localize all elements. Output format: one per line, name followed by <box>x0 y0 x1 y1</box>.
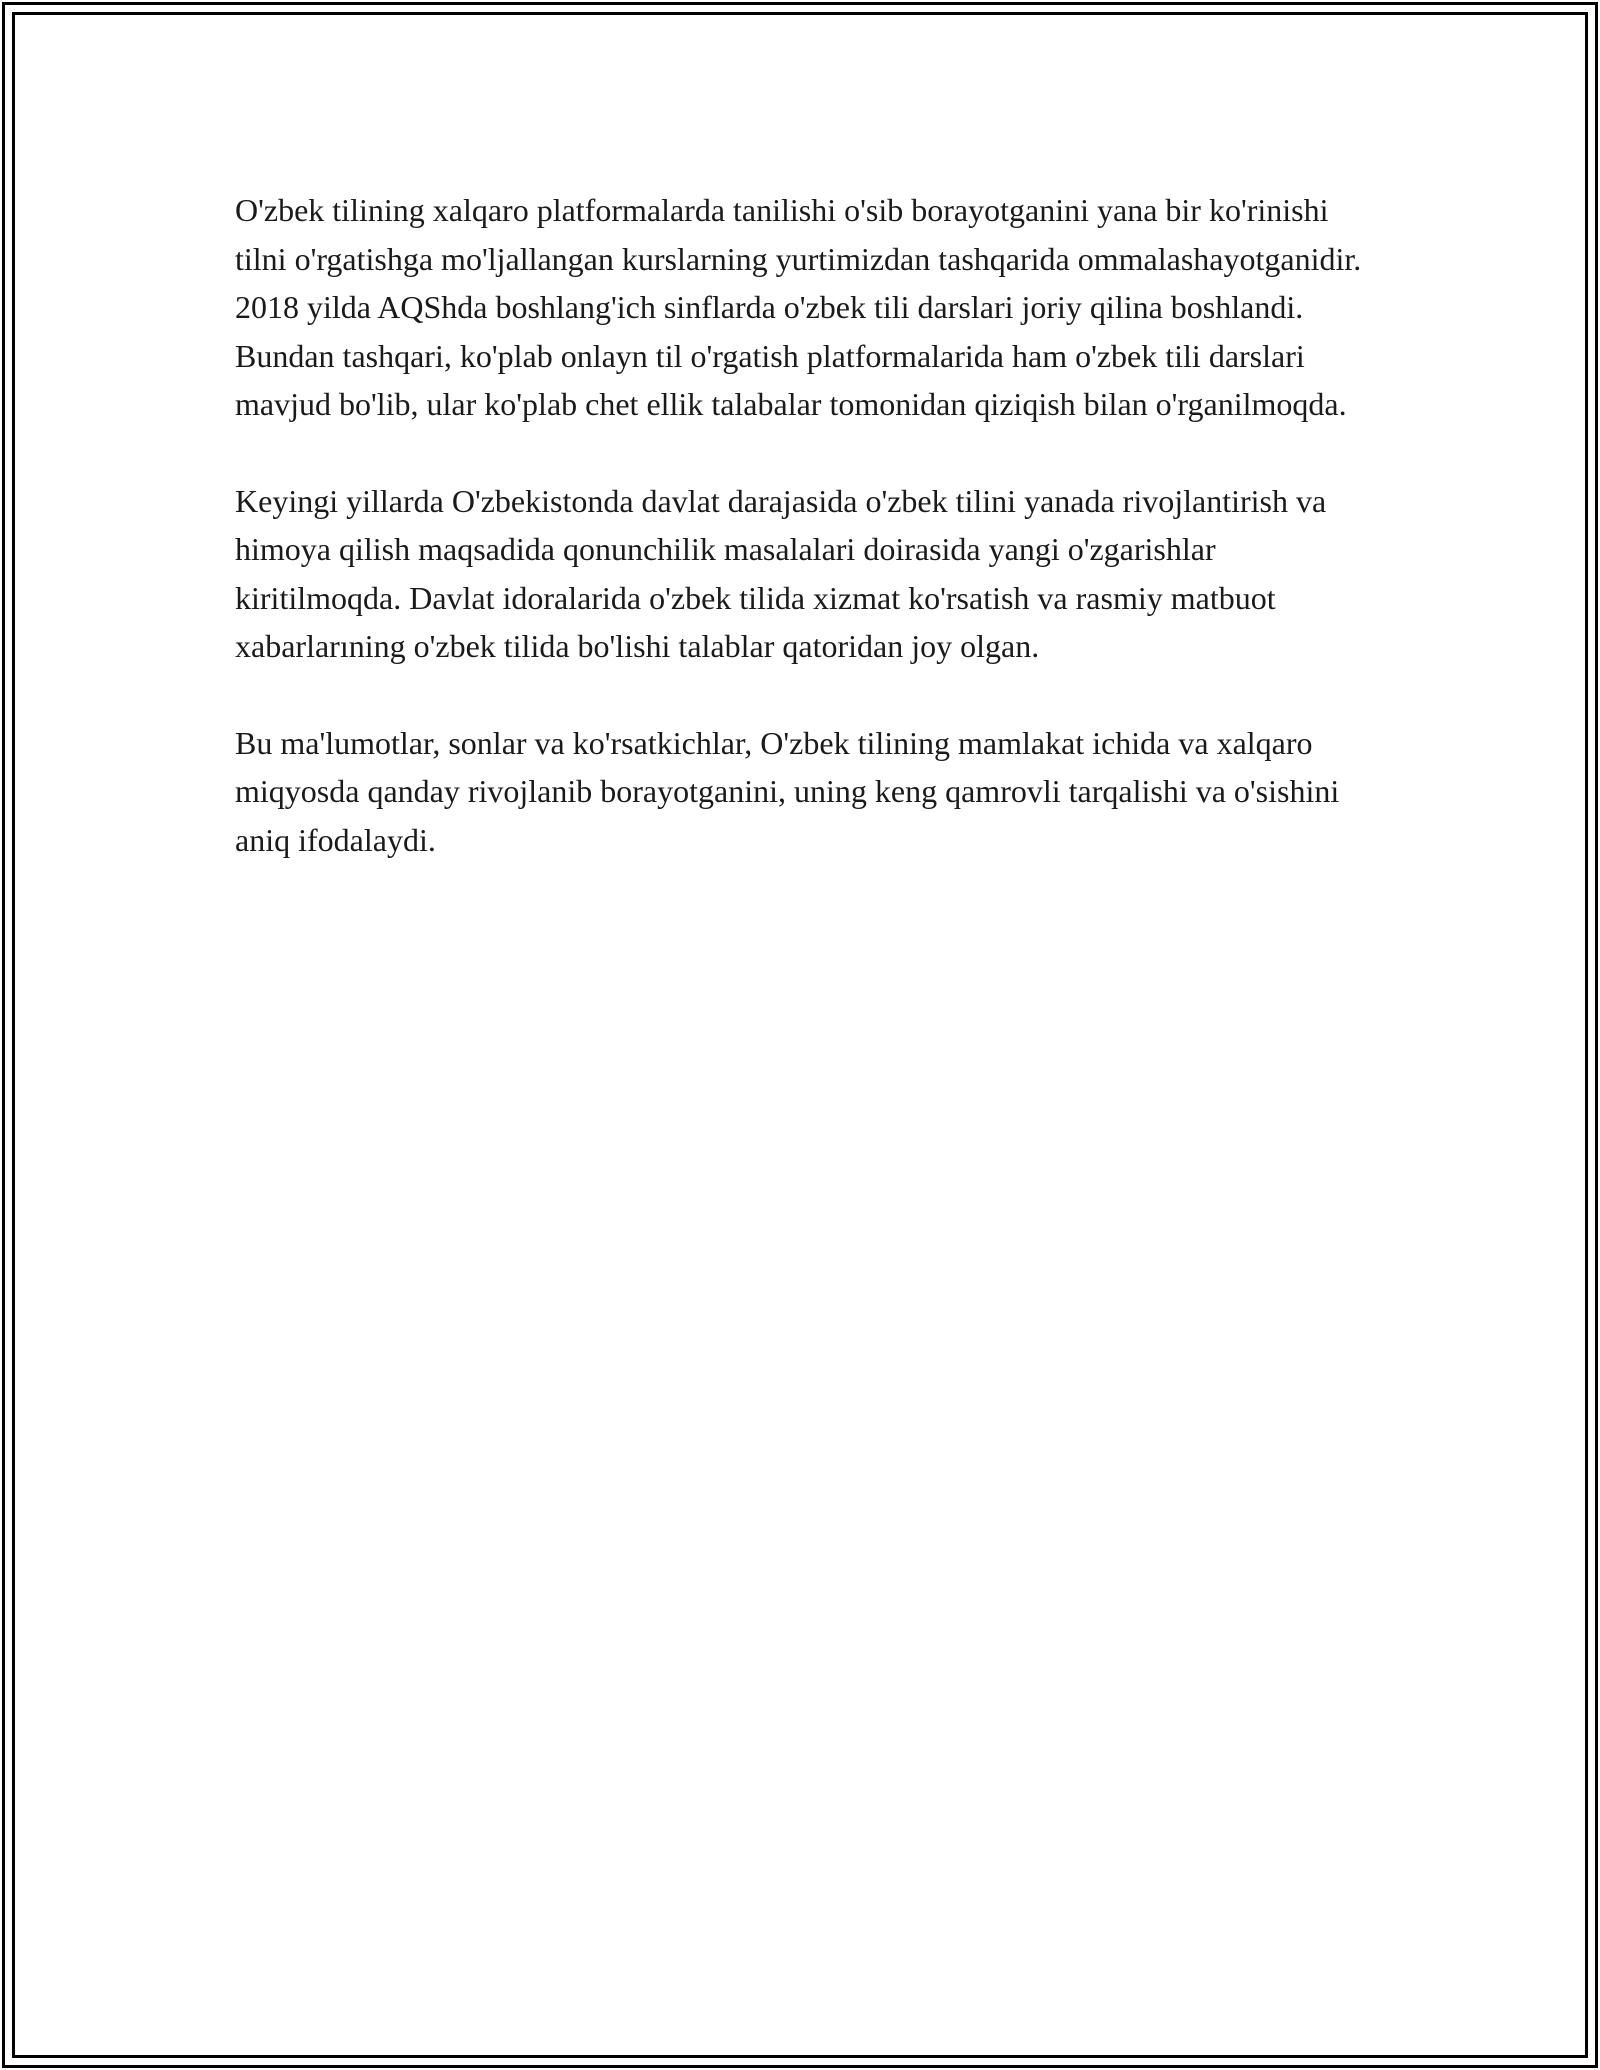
paragraph-1: O'zbek tilining xalqaro platformalarda tanilishi o'sib borayotganini yana bir ko'rinishi tilni o'rgatishga mo'ljallangan kurslarning yurtimizdan tashqarida ommalashayotganidir. 2018 yilda AQShda boshlang'ich sinflarda o'zbek tili darslari joriy qilina boshlandi. Bundan tashqari, ko'plab onlayn til o'rgatish platformalarida ham o'zbek tili darslari mavjud bo'lib, ular ko'plab chet ellik talabalar tomonidan qiziqish bilan o'rganilmoqda. <box>235 192 1362 422</box>
document-body <box>235 186 1385 912</box>
paragraph-3: Bu ma'lumotlar, sonlar va ko'rsatkichlar, O'zbek tilining mamlakat ichida va xalqaro miqyosda qanday rivojlanib borayotganini, uning keng qamrovli tarqalishi va o'sishini aniq ifodalaydi. <box>235 724 1340 858</box>
paragraph-2: Keyingi yillarda O'zbekistonda davlat darajasida o'zbek tilini yanada rivojlantirish va himoya qilish maqsadida qonunchilik masalalari doirasida yangi o'zgarishlar kiritilmoqda. Davlat idoralarida o'zbek tilida xizmat ko'rsatish va rasmiy matbuot xabarlarıning o'zbek tilida bo'lishi talablar qatoridan joy olgan. <box>235 482 1327 664</box>
